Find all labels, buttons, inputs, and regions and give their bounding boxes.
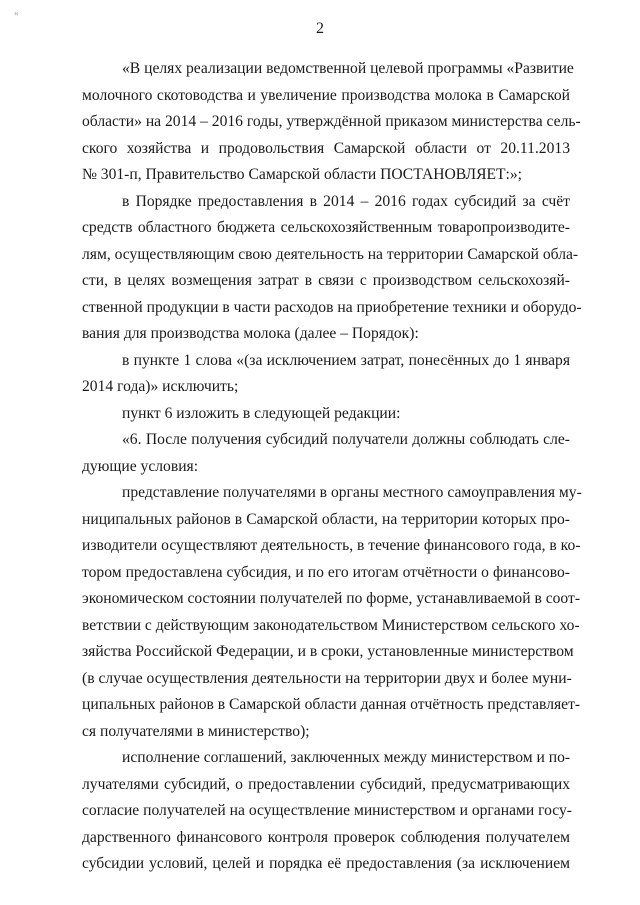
text-line: ственной продукции в части расходов на приобретение техники и оборудо- bbox=[82, 298, 582, 316]
text-line: молочного скотоводства и увеличение производства молока в Самарской bbox=[82, 86, 570, 104]
text-line: тором предоставлена субсидия, и по его итогам отчётности о финансово- bbox=[82, 563, 570, 581]
paragraph-program-reference bbox=[82, 56, 581, 189]
text-line: дарственного финансового контроля проверок соблюдения получателем bbox=[82, 828, 570, 846]
text-line: представление получателями в органы местного самоуправления му- bbox=[122, 484, 582, 501]
text-line: изводители осуществляют деятельность, в течение финансового года, в ко- bbox=[82, 537, 581, 554]
text-line: № 301-п, Правительство Самарской области ПОСТАНОВЛЯЕТ:»; bbox=[82, 166, 523, 183]
text-line: «В целях реализации ведомственной целевой программы «Развитие bbox=[122, 60, 574, 77]
text-line: 2014 года)» исключить; bbox=[82, 378, 239, 395]
text-line: лучателями субсидий, о предоставлении субсидий, предусматривающих bbox=[82, 775, 570, 793]
paragraph-clause-1 bbox=[82, 348, 570, 401]
text-line: (в случае осуществления деятельности на территории двух и более муни- bbox=[82, 669, 572, 687]
text-line: согласие получателей на осуществление министерством и органами госу- bbox=[82, 802, 572, 819]
page-number: 2 bbox=[316, 20, 324, 37]
text-line: ципальных районов в Самарской области данная отчётность представляет- bbox=[82, 696, 581, 713]
text-line: области» на 2014 – 2016 годы, утверждённой приказом министерства сель- bbox=[82, 113, 581, 130]
text-line: пункт 6 изложить в следующей редакции: bbox=[122, 404, 401, 422]
text-line: дующие условия: bbox=[82, 457, 199, 475]
scan-corner-mark: « bbox=[14, 8, 19, 18]
text-line: лям, осуществляющим свою деятельность на территории Самарской обла- bbox=[82, 245, 579, 263]
text-line: в Порядке предоставления в 2014 – 2016 годах субсидий за счёт bbox=[122, 192, 570, 210]
paragraph-clause-6 bbox=[82, 427, 570, 480]
text-line: ветствии с действующим законодательством Министерством сельского хо- bbox=[82, 616, 580, 634]
text-line: сти, в целях возмещения затрат в связи с производством сельскохозяй- bbox=[82, 272, 570, 289]
text-line: в пункте 1 слова «(за исключением затрат, понесённых до 1 января bbox=[122, 351, 570, 369]
text-line: ся получателями в министерство); bbox=[82, 722, 310, 740]
paragraph-clause-6-intro bbox=[82, 401, 570, 428]
text-line: ниципальных районов в Самарской области, на территории которых про- bbox=[82, 510, 570, 528]
text-line: субсидии условий, целей и порядка её предоставления (за исключением bbox=[82, 855, 570, 872]
text-line: зяйства Российской Федерации, и в сроки, установленные министерством bbox=[82, 643, 574, 660]
paragraph-reporting-condition bbox=[82, 480, 582, 745]
paragraph-agreement-condition bbox=[82, 745, 570, 878]
text-line: «6. После получения субсидий получатели должны соблюдать сле- bbox=[122, 431, 570, 448]
paragraph-procedure bbox=[82, 189, 582, 348]
document-body bbox=[82, 56, 582, 878]
text-line: ского хозяйства и продовольствия Самарской области от 20.11.2013 bbox=[82, 139, 570, 157]
text-line: средств областного бюджета сельскохозяйственным товаропроизводите- bbox=[82, 219, 570, 236]
text-line: исполнение соглашений, заключенных между министерством и по- bbox=[122, 749, 571, 766]
text-line: вания для производства молока (далее – Порядок): bbox=[82, 325, 419, 342]
text-line: экономическом состоянии получателей по форме, устанавливаемой в соот- bbox=[82, 590, 581, 607]
